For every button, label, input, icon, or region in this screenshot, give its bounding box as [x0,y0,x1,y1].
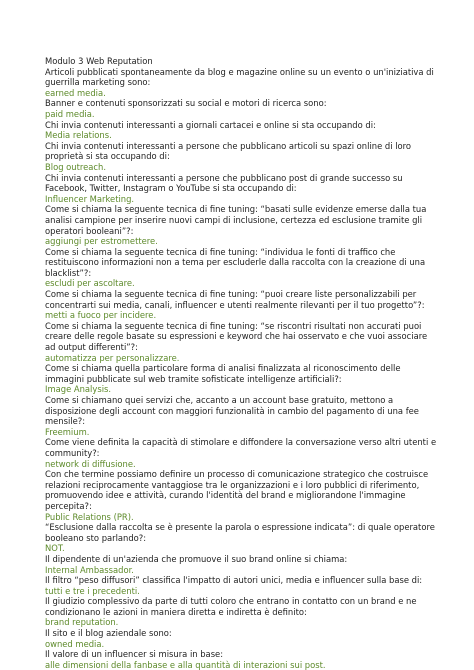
qa-list [45,67,440,670]
question-text: Il filtro “peso diffusori” classifica l'impatto di autori unici, media e influencer sulla base di: [45,575,423,586]
question-text: Come viene definita la capacità di stimolare e diffondere la conversazione verso altri utenti e community?: [45,437,437,458]
answer-text: Image Analysis. [45,384,112,395]
question-text: Il sito e il blog aziendale sono: [45,628,172,639]
question-text: Chi invia contenuti interessanti a giornali cartacei e online si sta occupando di: [45,119,376,130]
question-text: Chi invia contenuti interessanti a persone che pubblicano articoli su spazi online di loro proprietà si sta occupando di: [45,140,412,162]
answer-text: tutti e tre i precedenti. [45,585,140,596]
answer-text: escludi per ascoltare. [45,278,135,289]
answer-text: Media relations. [45,130,112,141]
question-text: Il dipendente di un'azienda che promuove il suo brand online si chiama: [45,553,348,564]
answer-text: aggiungi per estromettere. [45,236,158,247]
question-text: Come si chiama la seguente tecnica di fine tuning: “puoi creare liste personalizzabili per concentrarti sui media, canali, influencer e utenti realmente rilevanti per il tuo progetto”?: [45,289,425,310]
question-text: Banner e contenuti sponsorizzati su social e motori di ricerca sono: [45,98,327,109]
answer-text: Blog outreach. [45,161,107,172]
question-text: “Esclusione dalla raccolta se è presente la parola o espressione indicata”: di quale operatore booleano sto parlando?: [45,522,435,543]
question-text: Il giudizio complessivo da parte di tutti coloro che entrano in contatto con un brand e ne condizionano le azioni in maniera diretta e indiretta è definito: [45,596,417,617]
answer-text: owned media. [45,638,105,649]
question-text: Come si chiama la seguente tecnica di fine tuning: “se riscontri risultati non accurati puoi creare delle regole basate su espressioni e keyword che hai osservato e che vuoi associare ad output differenti”?: [45,320,428,353]
answer-text: alle dimensioni della fanbase e alla quantità di interazioni sui post. [45,659,326,670]
question-text: Chi invia contenuti interessanti a persone che pubblicano post di grande successo su Facebook, Twitter, Instagram o YouTube si sta occupando di: [45,172,403,194]
answer-text: Internal Ambassador. [45,564,134,575]
question-text: Con che termine possiamo definire un processo di comunicazione strategico che costruisce relazioni reciprocamente vantaggiose tra le organizzazioni e i loro pubblici di riferimento, promuovendo idee e attività, curando l'identità del brand e migliorandone l'immagine percepita?: [45,469,429,511]
answer-text: metti a fuoco per incidere. [45,310,157,321]
document-title: Modulo 3 Web Reputation [45,56,153,66]
question-text: Articoli pubblicati spontaneamente da blog e magazine online su un evento o un'iniziativa di guerrilla marketing sono: [45,66,434,88]
question-text: Come si chiamano quei servizi che, accanto a un account base gratuito, mettono a disposizione degli account con maggiori funzionalità in cambio del pagamento di una fee mensile?: [45,395,419,427]
answer-text: paid media. [45,108,95,119]
answer-text: brand reputation. [45,617,119,628]
answer-text: Influencer Marketing. [45,193,135,204]
question-text: Come si chiama quella particolare forma di analisi finalizzata al riconoscimento delle immagini pubblicate sul web tramite sofisticate intelligenze artificiali?: [45,363,401,384]
answer-text: network di diffusione. [45,458,136,469]
question-text: Come si chiama la seguente tecnica di fine tuning: “individua le fonti di traffico che restituiscono informazioni non a tema per escluderle dalla raccolta con la creazione di una blacklist”?: [45,246,426,278]
question-text: Come si chiama la seguente tecnica di fine tuning: “basati sulle evidenze emerse dalla tua analisi campione per inserire nuovi campi di inclusione, certezza ed esclusione tramite gli operatori booleani”?: [45,204,427,236]
answer-text: Public Relations (PR). [45,511,134,522]
question-text: Il valore di un influencer si misura in base: [45,649,224,660]
answer-text: NOT. [45,543,65,554]
answer-text: Freemium. [45,426,90,437]
answer-text: earned media. [45,87,106,98]
document-page [45,56,440,670]
answer-text: automatizza per personalizzare. [45,352,180,363]
